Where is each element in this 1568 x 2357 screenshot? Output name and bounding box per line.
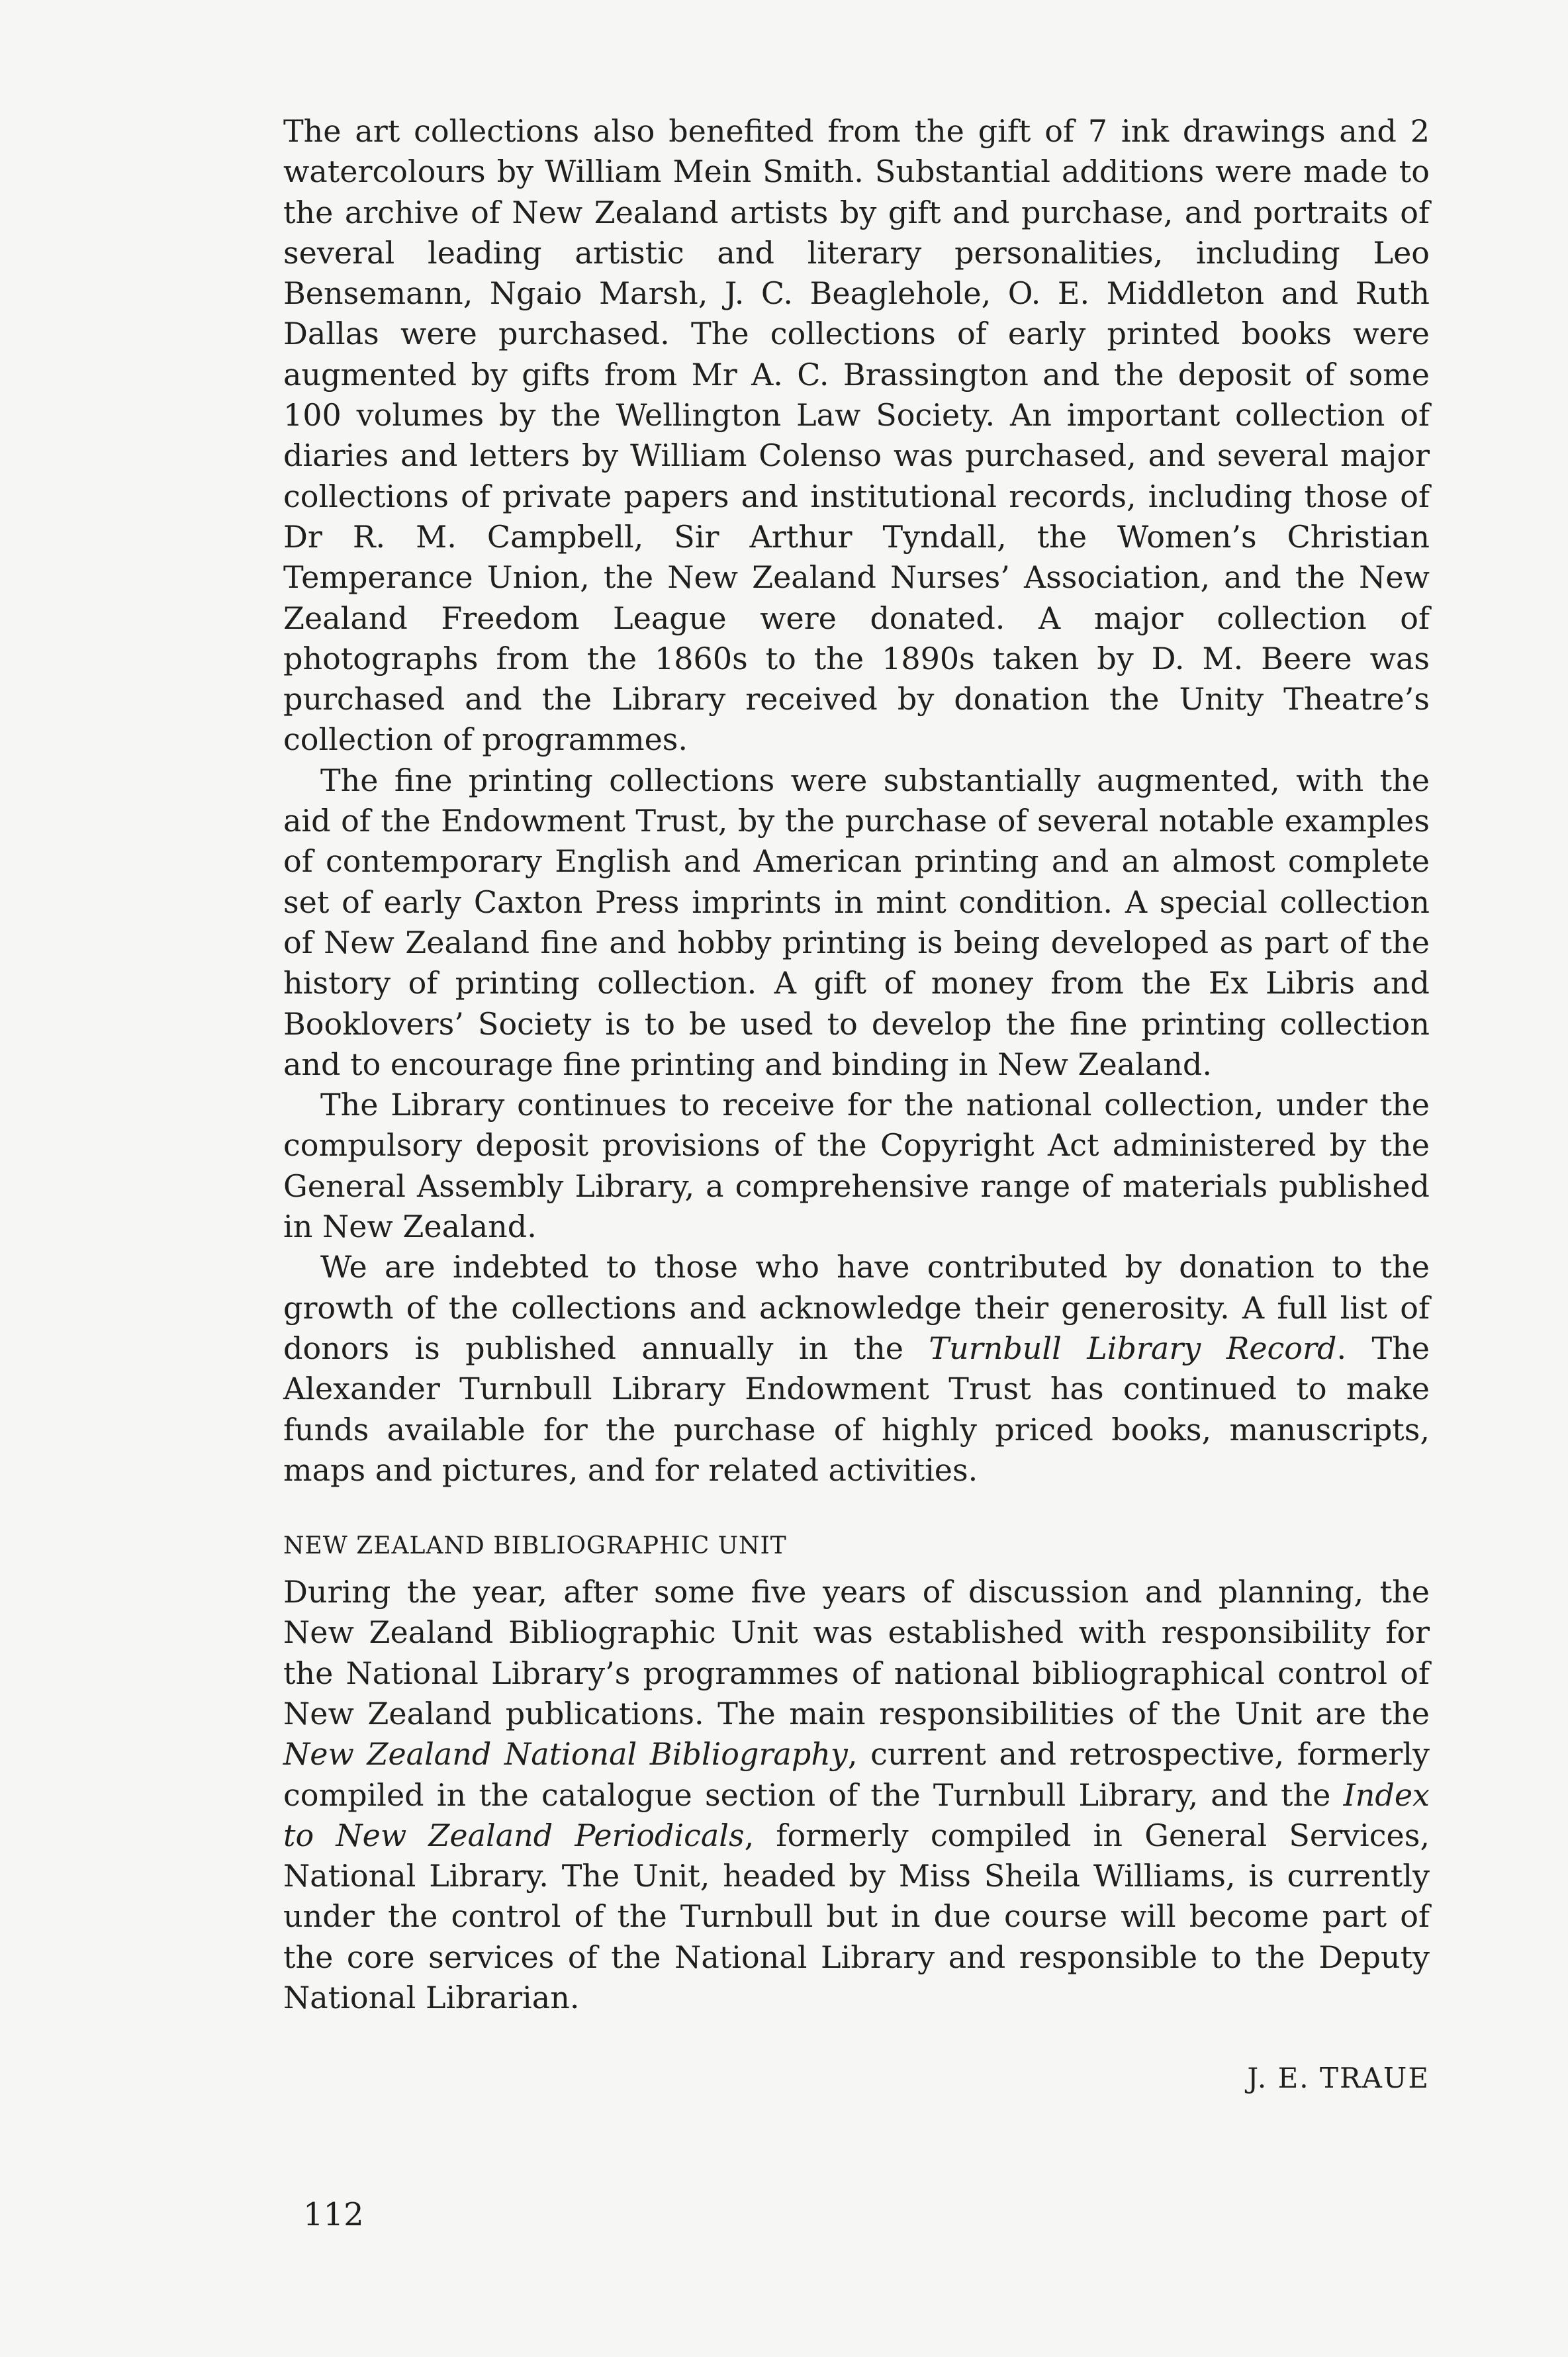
unit-text-3: , formerly compiled in General Services, National Library. The Unit, headed by Miss Sheila Williams, is currently under the control of the Turnbull but in due course will become part of the core services of the National Library and responsible to the Deputy National Librarian.: [283, 1817, 1430, 2016]
donors-text-2: . The Alexander Turnbull Library Endowment Trust has continued to make funds available for the purchase of highly priced books, manuscripts, maps and pictures, and for related activities.: [283, 1330, 1430, 1488]
paragraph-art-collections: The art collections also benefited from the gift of 7 ink drawings and 2 watercolours by William Mein Smith. Substantial additions were made to the archive of New Zealand artists by gift and purchase, and portraits of several leading artistic and literary personalities, including Leo Bensemann, Ngaio Marsh, J. C. Beaglehole, O. E. Middleton and Ruth Dallas were purchased. The collections of early printed books were augmented by gifts from Mr A. C. Brassington and the deposit of some 100 volumes by the Wellington Law Society. An important collection of diaries and letters by William Colenso was purchased, and several major collections of private papers and institutional records, including those of Dr R. M. Campbell, Sir Arthur Tyndall, the Women’s Christian Temperance Union, the New Zealand Nurses’ Association, and the New Zealand Freedom League were donated. A major collection of photographs from the 1860s to the 1890s taken by D. M. Beere was purchased and the Library received by donation the Unity Theatre’s collection of programmes.: [283, 113, 1430, 758]
paragraph-compulsory-deposit: The Library continues to receive for the national collection, under the compulsory deposit provisions of the Copyright Act administered by the General Assembly Library, a comprehensive range of materials published in New Zealand.: [283, 1087, 1430, 1245]
donors-text-1: We are indebted to those who have contributed by donation to the growth of the collections and acknowledge their generosity. A full list of donors is published annually in the: [283, 1249, 1430, 1366]
paragraph-donors: [283, 1247, 1430, 1491]
unit-text-2: , current and retrospective, formerly compiled in the catalogue section of the Turnbull Library, and the: [283, 1736, 1430, 1813]
paragraph-fine-printing: The fine printing collections were substantially augmented, with the aid of the Endowment Trust, by the purchase of several notable examples of contemporary English and American printing and an almost complete set of early Caxton Press imprints in mint condition. A special collection of New Zealand fine and hobby printing is being developed as part of the history of printing collection. A gift of money from the Ex Libris and Booklovers’ Society is to be used to develop the fine printing collection and to encourage fine printing and binding in New Zealand.: [283, 762, 1430, 1082]
turnbull-library-record-title: Turnbull Library Record: [929, 1330, 1337, 1366]
unit-text-1: During the year, after some five years of discussion and planning, the New Zealand Bibliographic Unit was established with responsibility for the National Library’s programmes of national bibliographical control of New Zealand publications. The main responsibilities of the Unit are the: [283, 1574, 1430, 1732]
author-signature: J. E. TRAUE: [1247, 2062, 1430, 2095]
national-bibliography-title: New Zealand National Bibliography: [283, 1736, 848, 1773]
page-number: 112: [303, 2196, 364, 2233]
body-text: [283, 111, 1430, 2099]
section-heading: NEW ZEALAND BIBLIOGRAPHIC UNIT: [283, 1532, 787, 1560]
periodicals-index-title: Index to New Zealand Periodicals: [283, 1777, 1430, 1853]
paragraph-bibliographic-unit: [283, 1572, 1430, 2018]
